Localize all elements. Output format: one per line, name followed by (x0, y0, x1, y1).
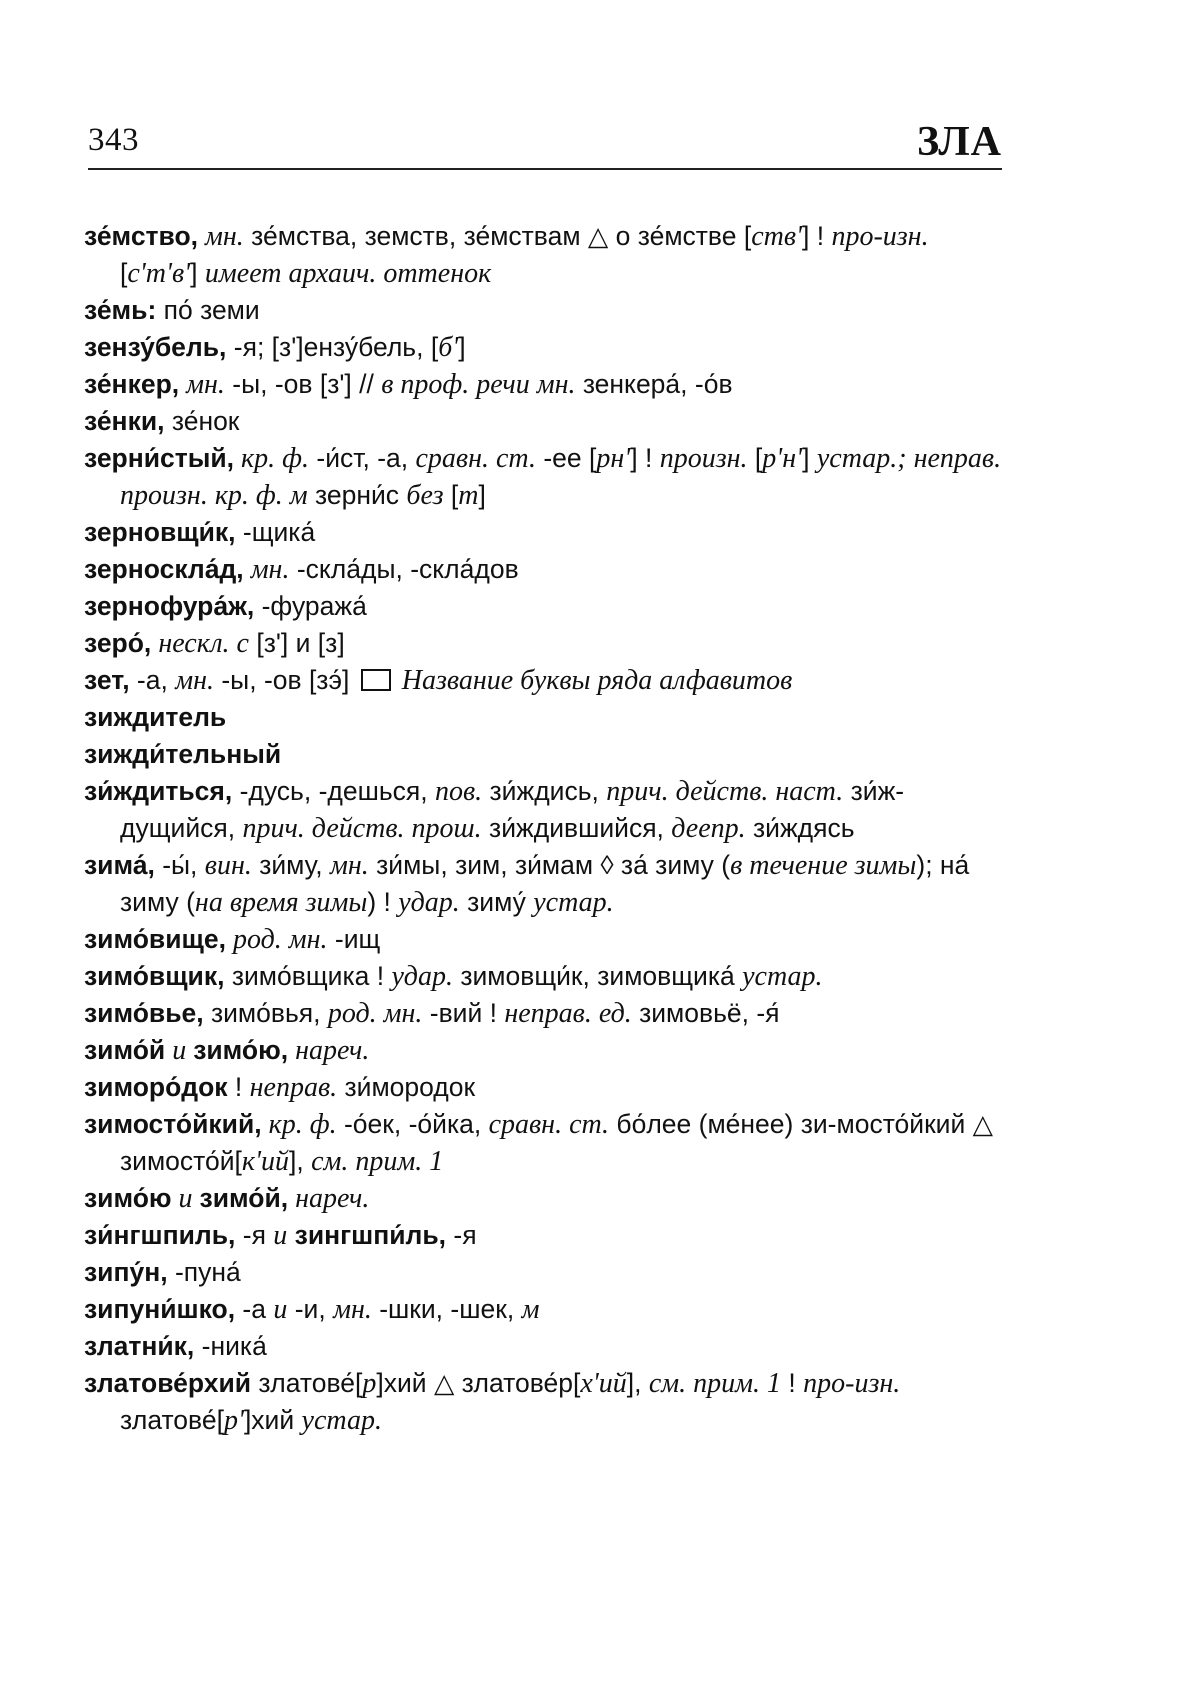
grammar-note: на время зимы (194, 887, 368, 918)
grammar-note: нареч. (288, 1183, 370, 1214)
page-number: 343 (88, 122, 139, 158)
entry-text: ] ! (801, 221, 832, 251)
grammar-note: нескл. с (151, 628, 249, 659)
entry-text: златове́[ (120, 1405, 224, 1435)
grammar-note: про-изн. (831, 221, 929, 252)
grammar-note: сравн. ст. (415, 443, 536, 474)
headword: зимо́вщик, (84, 961, 225, 991)
headword: златни́к, (84, 1331, 195, 1361)
entry-text: -я; [з']ензу́бель, [ (226, 332, 439, 362)
grammar-note: мн. (175, 665, 214, 696)
dictionary-entry (84, 551, 1002, 588)
grammar-note: см. прим. 1 (648, 1368, 782, 1399)
dictionary-entry (84, 1365, 1002, 1439)
entry-text: -щика́ (235, 517, 316, 547)
page-header (88, 112, 1002, 172)
entry-text: -вий ! (422, 998, 505, 1028)
entry-text: -дусь, -дешься, (232, 776, 436, 806)
headword: зиждитель (84, 702, 227, 732)
grammar-note: и (273, 1220, 288, 1251)
dictionary-entry (84, 699, 1002, 736)
grammar-note: Название буквы ряда алфавитов (394, 665, 793, 696)
grammar-note: род. мн. (327, 998, 423, 1029)
dictionary-entry (84, 366, 1002, 403)
grammar-note: сравн. ст. (488, 1109, 610, 1140)
entry-text: -шки, -шек, (371, 1294, 522, 1324)
grammar-note: деепр. (671, 813, 746, 844)
entry-text: -пуна́ (167, 1257, 241, 1287)
entry-text: ], (626, 1368, 649, 1398)
grammar-note: к'ий (241, 1146, 289, 1177)
dictionary-entry (84, 625, 1002, 662)
grammar-note: удар. (391, 961, 453, 992)
headword: зипуни́шко, (84, 1294, 236, 1324)
headword: зи́ждиться, (84, 776, 233, 806)
grammar-note: устар. (533, 887, 614, 918)
entry-text: [ (120, 258, 128, 288)
headword: зерни́стый, (84, 443, 235, 473)
dictionary-entry (84, 218, 1002, 292)
grammar-note: мн. (198, 221, 244, 252)
dictionary-entry (84, 662, 1002, 699)
dictionary-entry (84, 921, 1002, 958)
entry-text: ] (190, 258, 205, 288)
entry-text: златове́[ (251, 1368, 363, 1398)
header-divider (88, 168, 1002, 170)
dictionary-entry (84, 403, 1002, 440)
entry-text: [ (747, 443, 763, 473)
headword: зе́мство, (84, 221, 199, 251)
grammar-note: кр. ф. (261, 1109, 337, 1140)
entry-text: -ы, -ов [з'] // (224, 369, 382, 399)
grammar-note: рн' (596, 443, 631, 474)
grammar-note: и (165, 1035, 194, 1066)
entry-text: -ы́, (154, 850, 205, 880)
dictionary-entry (84, 1106, 1002, 1180)
grammar-note: имеет архаич. оттенок (204, 258, 492, 289)
entry-text: зе́мства, земств, зе́мствам △ о зе́мстве [ (243, 221, 752, 251)
dictionary-entry (84, 1291, 1002, 1328)
entry-text: -скла́ды, -скла́дов (289, 554, 519, 584)
entry-text: -и́ст, -а, (309, 443, 416, 473)
grammar-note: мн. (333, 1294, 372, 1325)
grammar-note: вин. (204, 850, 252, 881)
entry-text: ! (227, 1072, 250, 1102)
grammar-note: х'ий (580, 1368, 627, 1399)
headword: златове́рхий (84, 1368, 252, 1398)
headword: зимо́й, (199, 1183, 289, 1213)
grammar-note: мн. (179, 369, 225, 400)
entry-text: зимовьё, -я́ (631, 998, 780, 1028)
headword: зимосто́йкий, (84, 1109, 262, 1139)
dictionary-entry (84, 773, 1002, 847)
dictionary-entry (84, 329, 1002, 366)
entry-text: -я (235, 1220, 274, 1250)
entry-text: [з'] и [з] (248, 628, 345, 658)
entry-text: ]хий △ златове́р[ (376, 1368, 581, 1398)
entry-text: зимо́вья, (203, 998, 328, 1028)
entry-text: зи́мородок (337, 1072, 476, 1102)
headword: зимо́ю, (193, 1035, 289, 1065)
grammar-note: устар. (742, 961, 823, 992)
dictionary-entry (84, 1069, 1002, 1106)
grammar-note: см. прим. 1 (311, 1146, 444, 1177)
entry-text: -а, (129, 665, 176, 695)
entry-text: зи́ж-дущийся, (120, 776, 905, 843)
grammar-note: нареч. (288, 1035, 370, 1066)
entry-text: зи́му, (251, 850, 330, 880)
entry-text: -я (446, 1220, 477, 1250)
entry-list (84, 218, 1002, 1439)
entry-text: -ы, -ов [зэ́] (213, 665, 357, 695)
entry-text: по́ земи (156, 295, 260, 325)
entry-text: -и, (287, 1294, 334, 1324)
grammar-note: в течение зимы (730, 850, 917, 881)
headword: зингшпи́ль, (287, 1220, 447, 1250)
entry-text: ], (289, 1146, 312, 1176)
headword: зимо́й (84, 1035, 166, 1065)
dictionary-entry (84, 514, 1002, 551)
entry-text: зи́мы, зим, зи́мам ◊ за́ зиму ( (368, 850, 731, 880)
entry-text: зе́нок (164, 406, 240, 436)
headword: зе́нкер, (84, 369, 180, 399)
grammar-note: род. мн. (225, 924, 328, 955)
grammar-note: произн. (659, 443, 748, 474)
dictionary-entry (84, 847, 1002, 921)
entry-text: -а (235, 1294, 274, 1324)
headword: зимо́ю (84, 1183, 172, 1213)
grammar-note: мн. (330, 850, 369, 881)
entry-text: зи́ждись, (482, 776, 607, 806)
grammar-note: без (406, 480, 444, 511)
grammar-note: удар. (398, 887, 460, 918)
entry-text: [ (443, 480, 459, 510)
entry-text: ] (458, 332, 466, 362)
entry-text: -о́ек, -о́йка, (336, 1109, 489, 1139)
entry-text: -ищ (327, 924, 381, 954)
headword: зерновщи́к, (84, 517, 236, 547)
dictionary-entry (84, 1180, 1002, 1217)
grammar-note: мн. (243, 554, 290, 585)
running-head: ЗЛА (917, 119, 1002, 165)
entry-text: зи́ждясь (745, 813, 855, 843)
grammar-note: устар. (301, 1405, 382, 1436)
entry-text: -ника́ (194, 1331, 267, 1361)
headword: зимоpо́док (84, 1072, 228, 1102)
entry-text: ] (478, 480, 486, 510)
grammar-note: р' (223, 1405, 244, 1436)
headword: зипу́н, (84, 1257, 168, 1287)
headword: зимо́вище, (84, 924, 226, 954)
headword: зернофура́ж, (84, 591, 255, 621)
entry-text: -ее [ (535, 443, 597, 473)
grammar-note: с'т'в' (127, 258, 191, 289)
grammar-note: р'н' (762, 443, 803, 474)
grammar-note: кр. ф. (234, 443, 310, 474)
entry-text: ); на́ зиму ( (120, 850, 970, 917)
entry-text: -фуража́ (254, 591, 367, 621)
entry-text: зерни́с (307, 480, 407, 510)
headword: зижди́тельный (84, 739, 282, 769)
entry-text: ] ! (630, 443, 660, 473)
dictionary-entry (84, 1254, 1002, 1291)
dictionary-entry (84, 588, 1002, 625)
dictionary-entry (84, 995, 1002, 1032)
grammar-note: неправ. ед. (504, 998, 632, 1029)
entry-text: зимовщи́к, зимовщика́ (452, 961, 743, 991)
grammar-note: прич. действ. прош. (242, 813, 482, 844)
grammar-note: м (521, 1294, 540, 1325)
grammar-note: и (171, 1183, 200, 1214)
headword: зерноскла́д, (84, 554, 244, 584)
grammar-note: в проф. речи мн. (381, 369, 576, 400)
entry-text: зи́ждившийся, (481, 813, 672, 843)
headword: зимо́вье, (84, 998, 204, 1028)
grammar-note: устар.; неправ. произн. кр. ф. м (120, 443, 1002, 511)
grammar-note: р (362, 1368, 377, 1399)
dictionary-entry (84, 292, 1002, 329)
entry-text: ! (781, 1368, 804, 1398)
entry-text: зенкера́, -о́в (575, 369, 733, 399)
headword: зеро́, (84, 628, 152, 658)
entry-text: зимо́вщика ! (224, 961, 392, 991)
dictionary-entry (84, 958, 1002, 995)
headword: зи́нгшпиль, (84, 1220, 236, 1250)
headword: зет, (84, 665, 130, 695)
dictionary-entry (84, 1328, 1002, 1365)
entry-text: ] (802, 443, 817, 473)
grammar-note: и (273, 1294, 288, 1325)
grammar-note: неправ. (249, 1072, 338, 1103)
headword: зима́, (84, 850, 155, 880)
dictionary-entry (84, 440, 1002, 514)
entry-text: зиму́ (459, 887, 534, 917)
entry-text: ) ! (367, 887, 399, 917)
headword: зе́мь: (84, 295, 157, 325)
headword: зе́нки, (84, 406, 165, 436)
dictionary-entry (84, 736, 1002, 773)
grammar-note: прич. действ. наст. (606, 776, 844, 807)
entry-text: бо́лее (ме́нее) зи-мосто́йкий △ зимосто́й[ (120, 1109, 994, 1176)
dictionary-entry (84, 1217, 1002, 1254)
entry-text: ]хий (243, 1405, 302, 1435)
grammar-note: про-изн. (803, 1368, 901, 1399)
dictionary-entry (84, 1032, 1002, 1069)
square-box-icon (361, 669, 391, 691)
grammar-note: ств' (751, 221, 802, 252)
grammar-note: т (458, 480, 479, 511)
grammar-note: пов. (435, 776, 483, 807)
headword: зензу́бель, (84, 332, 227, 362)
grammar-note: б' (438, 332, 459, 363)
